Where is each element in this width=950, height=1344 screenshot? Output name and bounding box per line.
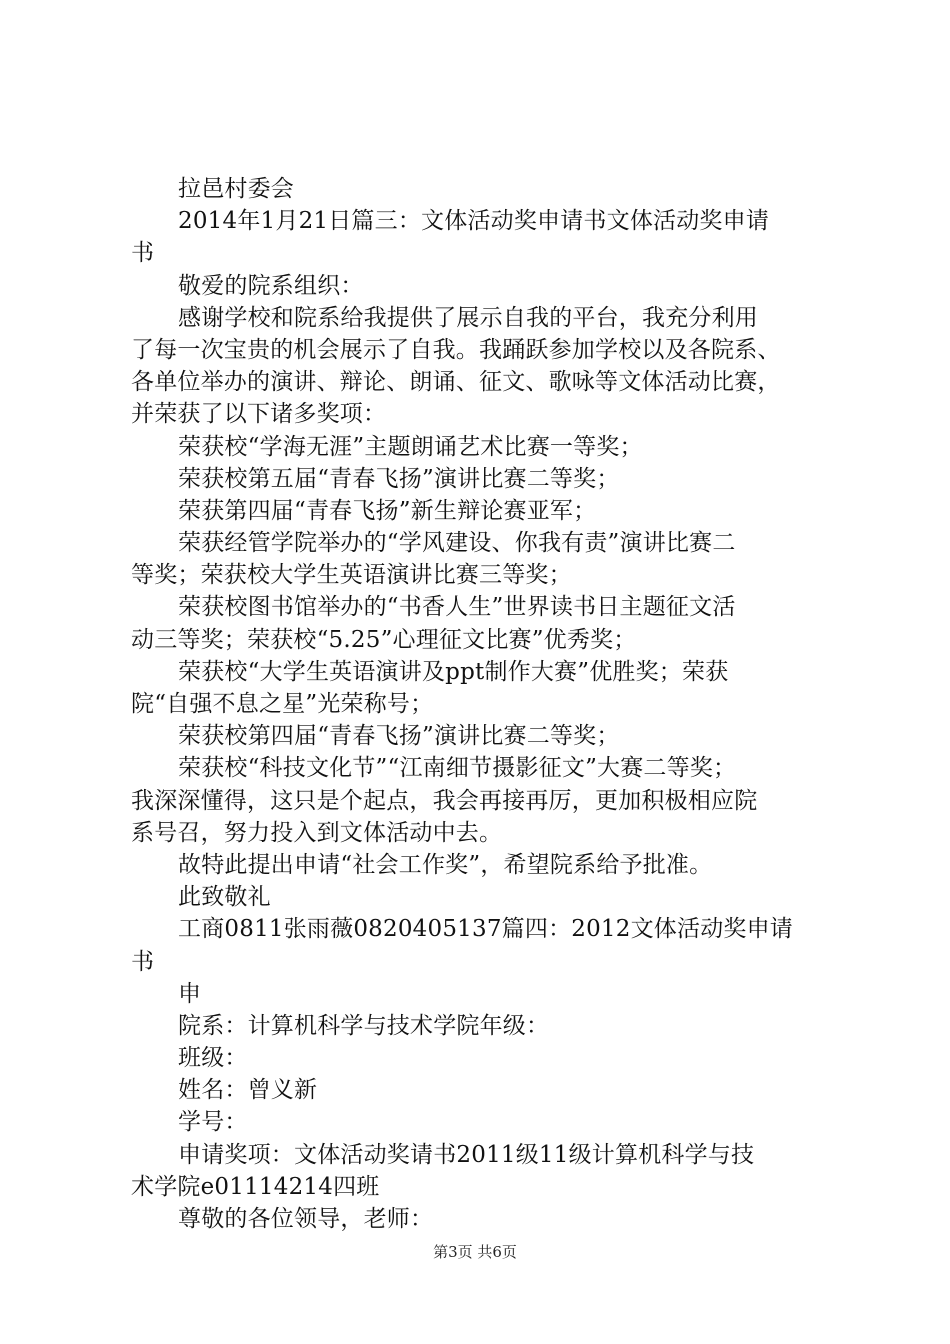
text-line: 动三等奖；荣获校“5.25”心理征文比赛”优秀奖； <box>131 626 637 653</box>
text-line: 了每一次宝贵的机会展示了自我。我踊跃参加学校以及各院系、 <box>131 336 781 363</box>
text-line: 学号： <box>178 1109 248 1136</box>
text-line: 班级： <box>178 1045 248 1072</box>
text-line: 此致敬礼 <box>178 884 271 911</box>
text-line: 荣获校第四届“青春飞扬”演讲比赛二等奖； <box>178 723 620 750</box>
text-line: 系号召，努力投入到文体活动中去。 <box>131 819 503 846</box>
text-line: 尊敬的各位领导，老师： <box>178 1206 434 1232</box>
text-line: 并荣获了以下诸多奖项： <box>131 401 387 428</box>
text-line: 故特此提出申请“社会工作奖”，希望院系给予批准。 <box>178 851 713 878</box>
text-line: 术学院e01114214四班 <box>131 1173 380 1200</box>
text-line: 书 <box>131 948 155 975</box>
text-line: 院“自强不息之星”光荣称号； <box>131 691 434 717</box>
text-line: 敬爱的院系组织： <box>178 272 364 299</box>
document-body <box>131 173 831 1235</box>
text-line: 荣获经管学院举办的“学风建设、你我有责”演讲比赛二 <box>178 530 736 557</box>
text-line: 荣获校“大学生英语演讲及ppt制作大赛”优胜奖；荣获 <box>178 658 729 685</box>
text-line: 荣获校“科技文化节”“江南细节摄影征文”大赛二等奖； <box>178 755 737 782</box>
text-line: 荣获校第五届“青春飞扬”演讲比赛二等奖； <box>178 465 620 492</box>
text-line: 院系：计算机科学与技术学院年级： <box>178 1012 550 1039</box>
text-line: 书 <box>131 240 155 267</box>
page-footer: 第3页 共6页 <box>433 1243 517 1261</box>
text-line: 申 <box>178 980 202 1007</box>
text-line: 申请奖项：文体活动奖请书2011级11级计算机科学与技 <box>178 1141 755 1168</box>
text-line: 各单位举办的演讲、辩论、朗诵、征文、歌咏等文体活动比赛， <box>131 369 781 396</box>
text-line: 工商0811张雨薇0820405137篇四：2012文体活动奖申请 <box>178 916 793 943</box>
text-line: 荣获第四届“青春飞扬”新生辩论赛亚军； <box>178 497 597 524</box>
text-line: 姓名：曾义新 <box>178 1077 318 1104</box>
text-line: 2014年1月21日篇三：文体活动奖申请书文体活动奖申请 <box>178 208 770 235</box>
text-line: 荣获校图书馆举办的“书香人生”世界读书日主题征文活 <box>178 594 736 621</box>
text-line: 我深深懂得，这只是个起点，我会再接再厉，更加积极相应院 <box>131 787 758 814</box>
text-line: 荣获校“学海无涯”主题朗诵艺术比赛一等奖； <box>178 433 643 460</box>
text-line: 等奖；荣获校大学生英语演讲比赛三等奖； <box>131 562 572 589</box>
text-line: 拉邑村委会 <box>178 176 294 202</box>
text-line: 感谢学校和院系给我提供了展示自我的平台，我充分利用 <box>178 304 758 331</box>
